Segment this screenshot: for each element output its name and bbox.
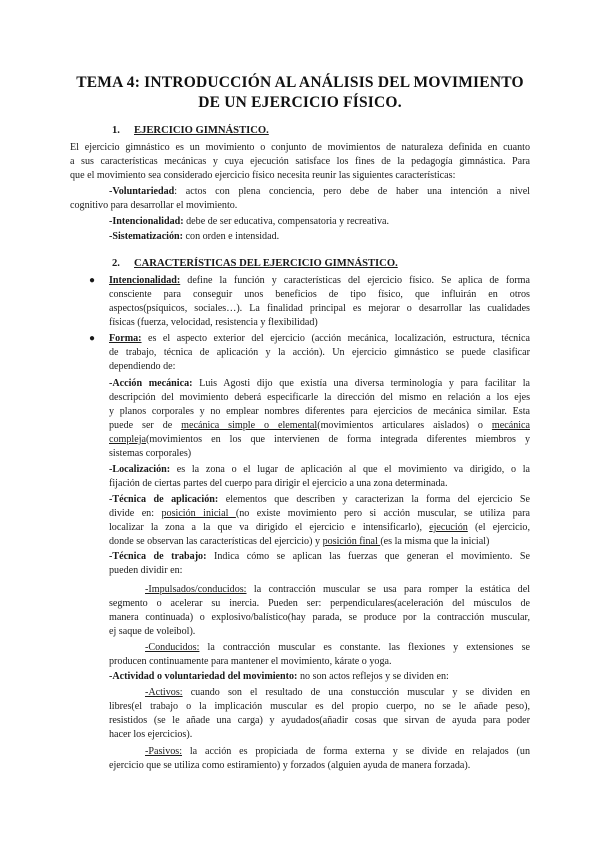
section-1-title: EJERCICIO GIMNÁSTICO. — [134, 125, 269, 136]
voluntariedad-label: -Voluntariedad — [109, 186, 175, 197]
ejecucion-term: ejecución — [429, 522, 468, 533]
s1-intencionalidad — [109, 215, 389, 229]
act-line-4: hacer los ejercicios). — [109, 729, 193, 740]
b1-text-1: define la función y características del ejercicio físico. Se aplica de forma — [180, 275, 530, 286]
am-label: -Acción mecánica: — [109, 378, 193, 389]
section-2-heading — [112, 258, 398, 269]
intencionalidad-text: debe de ser educativa, compensatoria y recreativa. — [183, 216, 390, 227]
act-line-1 — [145, 686, 530, 700]
s1-para-line-2: a sus características mecánicas y cuya ejecución satisface los fines de la pedagogía gimnástica. Para — [70, 156, 530, 167]
pas-text-1: la acción es propiciada de forma externa y se divide en relajados (un — [182, 746, 530, 757]
am-text-4c: (movimientos articulares aislados) o — [317, 420, 492, 431]
imp-line-2: segmento o acelerar su inercia. Pueden ser: perpendiculares(aceleración del músculos de — [109, 598, 530, 609]
title-line-1: TEMA 4: INTRODUCCIÓN AL ANÁLISIS DEL MOVIMIENTO — [76, 74, 524, 91]
title-line-2: DE UN EJERCICIO FÍSICO. — [198, 94, 402, 111]
mecanica-simple-term: mecánica simple o elemental — [181, 420, 318, 431]
ta-text-1: elementos que describen y caracterizan la forma del ejercicio Se — [218, 494, 530, 505]
b2-line-1 — [109, 332, 530, 346]
imp-line-1 — [145, 583, 530, 597]
section-2-number: 2. — [112, 258, 120, 269]
imp-label: -Impulsados/conducidos: — [145, 584, 247, 595]
con-text-1: la contracción muscular es constante. las flexiones y extensiones se — [199, 642, 530, 653]
am-line-6: sistemas corporales) — [109, 448, 192, 459]
loc-line-1 — [109, 463, 530, 477]
b2-label: Forma: — [109, 333, 142, 344]
am-text-4a: puede ser de — [109, 420, 182, 431]
pas-line-2: ejercicio que se utiliza como estiramiento) y forzados (alguien ayuda de manera forzada). — [109, 760, 471, 771]
am-text-5b: (movimientos en los que intervienen de forma integrada diferentes miembros y — [146, 434, 530, 445]
posicion-inicial-term: posición inicial — [161, 508, 236, 519]
ta-line-2 — [109, 507, 530, 521]
act-text-1: cuando son el resultado de una constucción muscular y se dividen en — [182, 687, 530, 698]
intencionalidad-label: -Intencionalidad: — [109, 216, 184, 227]
loc-line-2: fijación de ciertas partes del cuerpo para dirigir el ejercicio a una zona determinada. — [109, 478, 448, 489]
con-line-1 — [145, 641, 530, 655]
bullet-dot-2: ● — [89, 333, 96, 344]
ta-line-3 — [109, 521, 530, 535]
bullet-dot-1: ● — [89, 275, 96, 286]
section-2-title: CARACTERÍSTICAS DEL EJERCICIO GIMNÁSTICO. — [134, 258, 398, 269]
tt-text-1: Indica cómo se aplican las fuerzas que generan el movimiento. Se — [206, 551, 530, 562]
imp-text-1: la contracción muscular se usa para romper la estática del — [246, 584, 530, 595]
am-line-4 — [109, 419, 530, 433]
act-line-3: resistidos (se le añade una carga) y ayudados(añadir cosas que sirvan de ayuda para poder — [109, 715, 530, 726]
av-label: -Actividad o voluntariedad del movimiento: — [109, 671, 298, 682]
am-line-2: descripción del movimiento deberá especificarle la dirección del mismo en relación a los ejes — [109, 392, 530, 403]
voluntariedad-text-2: cognitivo para desarrollar el movimiento. — [70, 200, 238, 211]
s1-para-line-3: que el movimiento sea considerado ejercicio físico necesita reunir las siguientes características: — [70, 170, 456, 181]
pas-label: -Pasivos: — [145, 746, 183, 757]
act-label: -Activos: — [145, 687, 183, 698]
am-text-1: Luis Agosti dijo que existía una diversa terminología y para facilitar la — [192, 378, 530, 389]
voluntariedad-text-1: : actos con plena conciencia, pero debe de haber una intención a nivel — [174, 186, 530, 197]
b1-line-3: aspectos(psíquicos, sociales…). La finalidad principal es mejorar o desarrollar las cualidades — [109, 303, 530, 314]
ta-text-3c: (el ejercicio, — [467, 522, 530, 533]
ta-text-3a: localizar la zona a la que va dirigido el ejercicio e intensificarlo), — [109, 522, 430, 533]
loc-label: -Localización: — [109, 464, 171, 475]
imp-line-4: ej saque de voleibol). — [109, 626, 196, 637]
imp-line-3: manera continuada) o explosivo/balístico(hay parada, se produce por la contracción muscular, — [109, 612, 530, 623]
sistematizacion-text: con orden e intensidad. — [183, 231, 280, 242]
section-1-heading — [112, 125, 269, 136]
s1-voluntariedad — [109, 185, 530, 199]
ta-line-1 — [109, 493, 530, 507]
act-line-2: libres(el trabajo o la implicación muscular es del propio cuerpo, no se le añade peso), — [109, 701, 530, 712]
b1-line-1 — [109, 274, 530, 288]
con-line-2: producen continuamente para mantener el movimiento, kárate o yoga. — [109, 656, 392, 667]
ta-text-2c: (no existe movimiento pero si acción muscular, se utiliza para — [235, 508, 530, 519]
pas-line-1 — [145, 745, 530, 759]
s1-para-line-1: El ejercicio gimnástico es un movimiento o conjunto de movimientos de naturaleza definida en cuanto — [70, 142, 530, 153]
b1-line-2: consciente para conseguir unos beneficios de tipo físico, que influirán en otros — [109, 289, 530, 300]
ta-text-2a: divide en: — [109, 508, 162, 519]
tt-line-1 — [109, 550, 530, 564]
b2-text-1: es el aspecto exterior del ejercicio (acción mecánica, localización, estructura, técnica — [141, 333, 530, 344]
ta-text-4c: (es la misma que la inicial) — [380, 536, 490, 547]
page-title — [70, 73, 530, 113]
sistematizacion-label: -Sistematización: — [109, 231, 184, 242]
con-label: -Conducidos: — [145, 642, 200, 653]
av-text: no son actos reflejos y se dividen en: — [297, 671, 449, 682]
mecanica-compleja-term-2: compleja — [109, 434, 146, 445]
b1-label: Intencionalidad: — [109, 275, 181, 286]
ta-text-4a: donde se observan las características del ejercicio) y — [109, 536, 323, 547]
am-line-3: y planos corporales y no emplear nombres diferentes para ejercicios de mecánica similar. Esta — [109, 406, 530, 417]
tt-label: -Técnica de trabajo: — [109, 551, 207, 562]
section-1-number: 1. — [112, 125, 120, 136]
ta-line-4 — [109, 535, 489, 549]
b2-line-2: de trabajo, técnica de aplicación y la acción). Un ejercicio gimnástico se puede clasificar — [109, 347, 530, 358]
s1-sistematizacion — [109, 230, 279, 244]
b1-line-4: físicas (fuerza, velocidad, resistencia y flexibilidad) — [109, 317, 318, 328]
loc-text-1: es la zona o el lugar de aplicación al que el movimiento va dirigido, o la — [170, 464, 530, 475]
am-line-5 — [109, 433, 530, 447]
am-line-1 — [109, 377, 530, 391]
av-line — [109, 670, 449, 684]
tt-line-2: pueden dividir en: — [109, 565, 183, 576]
ta-label: -Técnica de aplicación: — [109, 494, 219, 505]
mecanica-compleja-term-1: mecánica — [491, 420, 530, 431]
posicion-final-term: posición final — [322, 536, 381, 547]
b2-line-3: dependiendo de: — [109, 361, 176, 372]
